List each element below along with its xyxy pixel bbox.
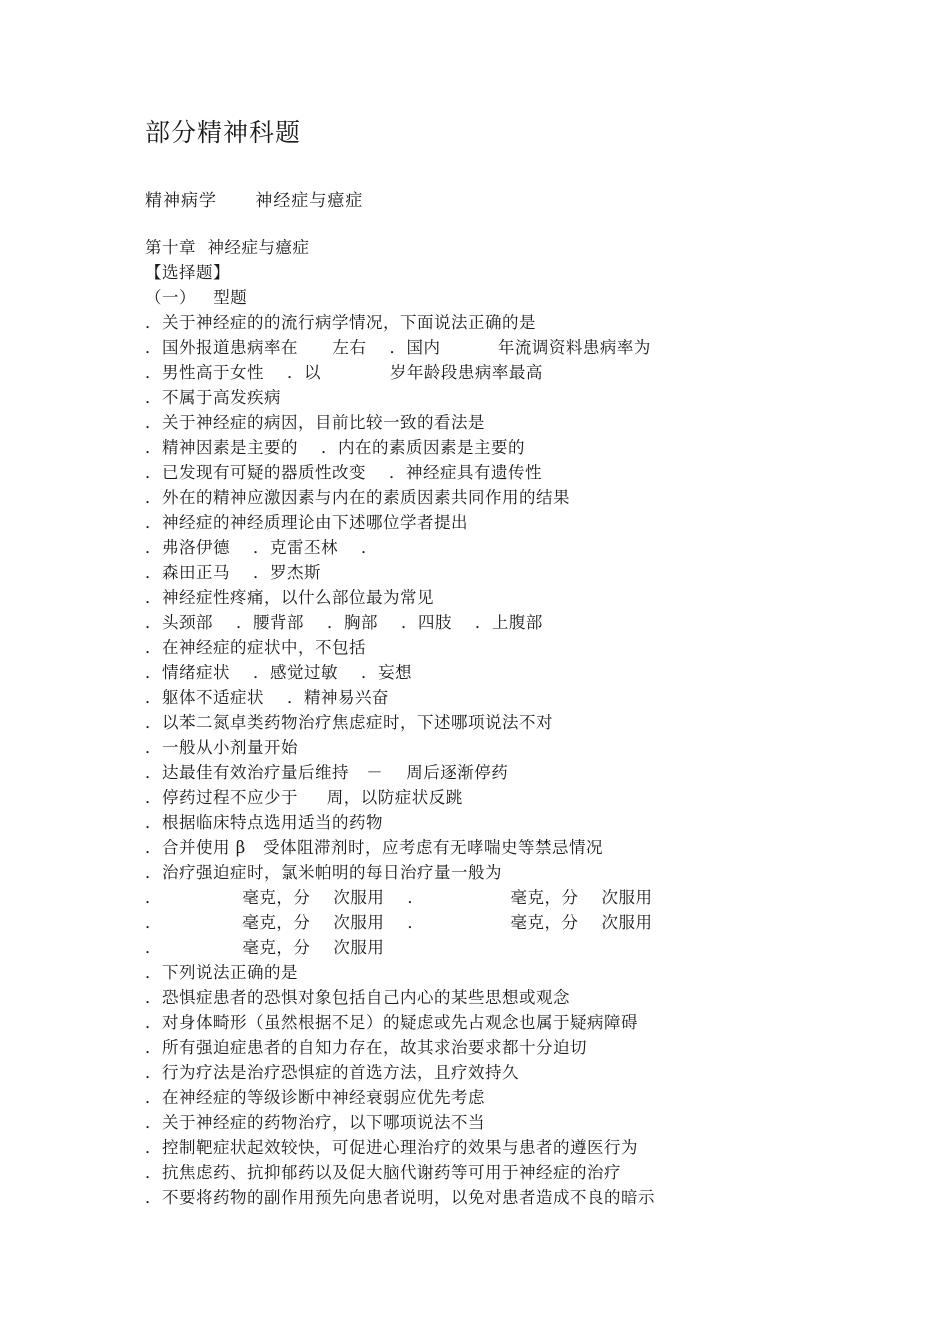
page-title: 部分精神科题 — [145, 118, 302, 147]
text-line: ．神经症性疼痛，以什么部位最为常见 — [145, 588, 434, 607]
text-line: ．精神因素是主要的 ．内在的素质因素是主要的 — [145, 438, 525, 457]
text-line: ．已发现有可疑的器质性改变 ．神经症具有遗传性 — [145, 463, 542, 482]
text-line: ．对身体畸形（虽然根据不足）的疑虑或先占观念也属于疑病障碍 — [145, 1013, 638, 1032]
text-line: ．男性高于女性 ．以 岁年龄段患病率最高 — [145, 363, 543, 382]
text-line: ．不要将药物的副作用预先向患者说明，以免对患者造成不良的暗示 — [145, 1188, 655, 1207]
question-list — [145, 235, 805, 1210]
text-line: ．国外报道患病率在 左右 ．国内 年流调资料患病率为 — [145, 338, 651, 357]
text-line: ．一般从小剂量开始 — [145, 738, 298, 757]
text-line: ．停药过程不应少于 周，以防症状反跳 — [145, 788, 463, 807]
text-line: ．在神经症的等级诊断中神经衰弱应优先考虑 — [145, 1088, 485, 1107]
text-line: ．头颈部 ．腰背部 ．胸部 ．四肢 ．上腹部 — [145, 613, 543, 632]
text-line: ．关于神经症的病因，目前比较一致的看法是 — [145, 413, 485, 432]
text-line: ．情绪症状 ．感觉过敏 ．妄想 — [145, 663, 412, 682]
text-line: ．关于神经症的的流行病学情况，下面说法正确的是 — [145, 313, 536, 332]
text-line: ．治疗强迫症时，氯米帕明的每日治疗量一般为 — [145, 863, 502, 882]
text-line: ．在神经症的症状中，不包括 — [145, 638, 366, 657]
text-line: ．关于神经症的药物治疗，以下哪项说法不当 — [145, 1113, 485, 1132]
text-line: ．森田正马 ．罗杰斯 — [145, 563, 321, 582]
text-line: 第十章 神经症与癔症 — [145, 238, 310, 257]
text-line: ．控制靶症状起效较快，可促进心理治疗的效果与患者的遵医行为 — [145, 1138, 638, 1157]
text-line: ． 毫克，分 次服用 — [145, 938, 385, 957]
text-line: ．以苯二氮卓类药物治疗焦虑症时，下述哪项说法不对 — [145, 713, 553, 732]
text-line: ．根据临床特点选用适当的药物 — [145, 813, 383, 832]
text-line: ．达最佳有效治疗量后维持 － 周后逐渐停药 — [145, 763, 509, 782]
text-line: ．行为疗法是治疗恐惧症的首选方法，且疗效持久 — [145, 1063, 519, 1082]
text-line: ．抗焦虑药、抗抑郁药以及促大脑代谢药等可用于神经症的治疗 — [145, 1163, 621, 1182]
text-line: （一） 型题 — [145, 288, 248, 307]
text-line: ．躯体不适症状 ．精神易兴奋 — [145, 688, 389, 707]
text-line: ．外在的精神应激因素与内在的素质因素共同作用的结果 — [145, 488, 570, 507]
text-line: ．弗洛伊德 ．克雷丕林 ． — [145, 538, 378, 557]
section-subtitle: 精神病学 神经症与癔症 — [145, 191, 364, 211]
text-line: ．恐惧症患者的恐惧对象包括自己内心的某些思想或观念 — [145, 988, 570, 1007]
text-line: 【选择题】 — [145, 263, 230, 282]
text-line: ．下列说法正确的是 — [145, 963, 298, 982]
text-line: ．合并使用 β 受体阻滞剂时，应考虑有无哮喘史等禁忌情况 — [145, 838, 604, 857]
text-line: ．不属于高发疾病 — [145, 388, 281, 407]
text-line: ．所有强迫症患者的自知力存在，故其求治要求都十分迫切 — [145, 1038, 587, 1057]
text-line: ．神经症的神经质理论由下述哪位学者提出 — [145, 513, 468, 532]
text-line: ． 毫克，分 次服用 ． 毫克，分 次服用 — [145, 913, 653, 932]
text-line: ． 毫克，分 次服用 ． 毫克，分 次服用 — [145, 888, 653, 907]
